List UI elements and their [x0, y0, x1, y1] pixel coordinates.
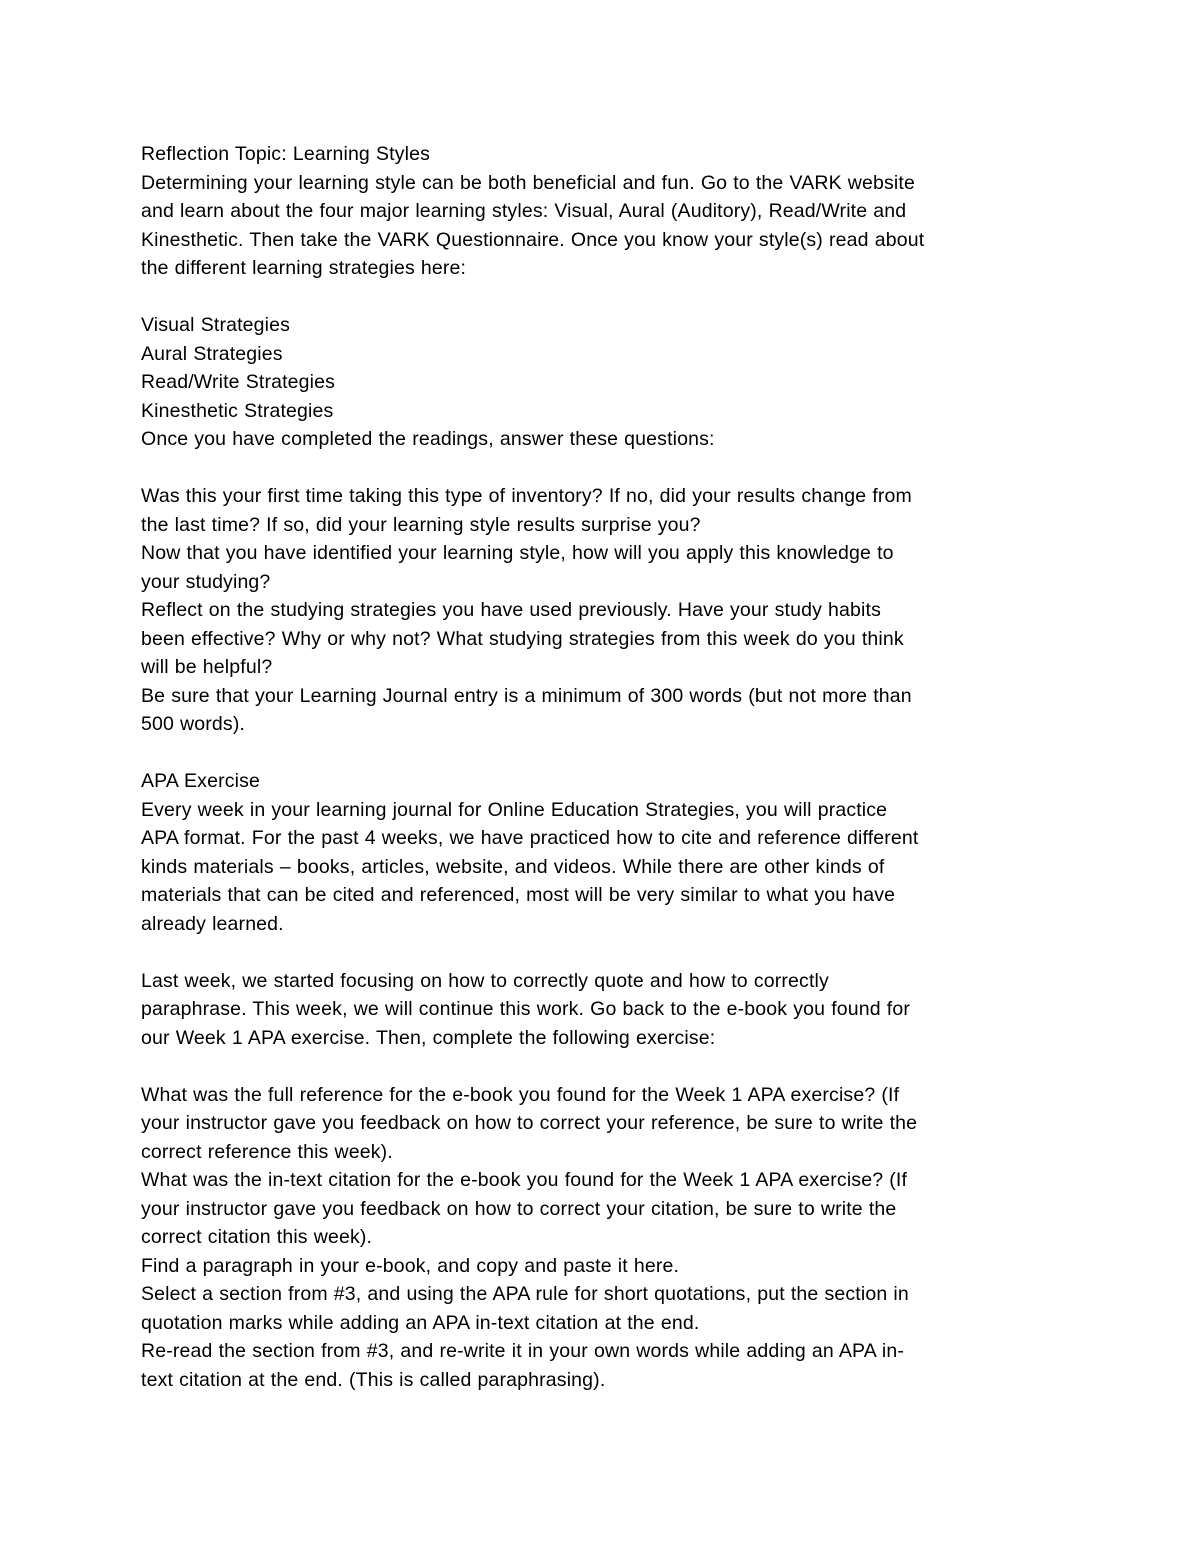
paragraph-line: Every week in your learning journal for Online Education Strategies, you will practice — [141, 798, 888, 821]
exercise-line: What was the full reference for the e-book you found for the Week 1 APA exercise? (If — [141, 1083, 900, 1106]
strategy-visual: Visual Strategies — [141, 314, 291, 336]
question-line: 500 words). — [141, 713, 246, 735]
intro-line: Determining your learning style can be both beneficial and fun. Go to the VARK website — [141, 171, 915, 194]
exercise-item — [141, 1252, 1061, 1281]
paragraph-line: Last week, we started focusing on how to correctly quote and how to correctly — [141, 969, 829, 992]
reflection-heading: Reflection Topic: Learning Styles — [141, 143, 430, 165]
strategy-read-write: Read/Write Strategies — [141, 371, 336, 393]
reflection-questions — [141, 482, 1061, 739]
question-line: Now that you have identified your learning style, how will you apply this knowledge to — [141, 542, 894, 564]
paragraph-line: kinds materials – books, articles, website, and videos. While there are other kinds of — [141, 855, 885, 878]
intro-line: Kinesthetic. Then take the VARK Questionnaire. Once you know your style(s) read about — [141, 228, 925, 251]
apa-paragraph-2 — [141, 967, 1061, 1053]
question-line: the last time? If so, did your learning style results surprise you? — [141, 513, 701, 536]
question-line: been effective? Why or why not? What studying strategies from this week do you think — [141, 627, 904, 650]
question-line: Was this your first time taking this type of inventory? If no, did your results change from — [141, 485, 912, 507]
intro-line: the different learning strategies here: — [141, 257, 467, 279]
blank-line — [141, 1052, 1061, 1081]
exercise-line: Find a paragraph in your e-book, and copy and paste it here. — [141, 1254, 680, 1277]
reflection-intro — [141, 169, 1061, 283]
question-item — [141, 539, 1061, 596]
question-item — [141, 482, 1061, 539]
strategy-list — [141, 311, 1061, 425]
apa-paragraph-1 — [141, 796, 1061, 939]
exercise-line: text citation at the end. (This is called paraphrasing). — [141, 1368, 606, 1391]
intro-line: and learn about the four major learning styles: Visual, Aural (Auditory), Read/Write and — [141, 200, 907, 222]
blank-line — [141, 283, 1061, 312]
paragraph-line: paraphrase. This week, we will continue this work. Go back to the e-book you found for — [141, 998, 911, 1020]
paragraph-line: already learned. — [141, 912, 284, 935]
blank-line — [141, 938, 1061, 967]
exercise-item — [141, 1280, 1061, 1337]
question-line: your studying? — [141, 570, 271, 593]
exercise-item — [141, 1081, 1061, 1167]
paragraph-line: APA format. For the past 4 weeks, we have practiced how to cite and reference different — [141, 827, 919, 849]
exercise-item — [141, 1337, 1061, 1394]
exercise-line: your instructor gave you feedback on how to correct your citation, be sure to write the — [141, 1197, 897, 1220]
exercise-line: Select a section from #3, and using the APA rule for short quotations, put the section in — [141, 1283, 909, 1305]
exercise-item — [141, 1166, 1061, 1252]
question-line: Reflect on the studying strategies you have used previously. Have your study habits — [141, 599, 881, 621]
apa-exercise-items — [141, 1081, 1061, 1395]
blank-line — [141, 454, 1061, 483]
reflection-section — [141, 140, 1061, 739]
exercise-line: correct reference this week). — [141, 1140, 393, 1163]
exercise-line: correct citation this week). — [141, 1226, 373, 1248]
question-item — [141, 596, 1061, 682]
apa-section — [141, 767, 1061, 1394]
strategy-aural: Aural Strategies — [141, 342, 283, 365]
document-page — [141, 140, 1061, 1394]
questions-prompt: Once you have completed the readings, answer these questions: — [141, 428, 715, 450]
exercise-line: What was the in-text citation for the e-book you found for the Week 1 APA exercise? (If — [141, 1169, 908, 1191]
exercise-line: your instructor gave you feedback on how to correct your reference, be sure to write the — [141, 1112, 918, 1134]
apa-heading: APA Exercise — [141, 770, 260, 792]
question-item — [141, 682, 1061, 739]
exercise-line: Re-read the section from #3, and re-write it in your own words while adding an APA in- — [141, 1340, 904, 1362]
blank-line — [141, 739, 1061, 768]
paragraph-line: materials that can be cited and referenced, most will be very similar to what you have — [141, 884, 896, 906]
question-line: will be helpful? — [141, 656, 273, 678]
strategy-kinesthetic: Kinesthetic Strategies — [141, 399, 334, 422]
question-line: Be sure that your Learning Journal entry is a minimum of 300 words (but not more than — [141, 684, 912, 707]
paragraph-line: our Week 1 APA exercise. Then, complete the following exercise: — [141, 1026, 716, 1049]
exercise-line: quotation marks while adding an APA in-text citation at the end. — [141, 1311, 700, 1334]
